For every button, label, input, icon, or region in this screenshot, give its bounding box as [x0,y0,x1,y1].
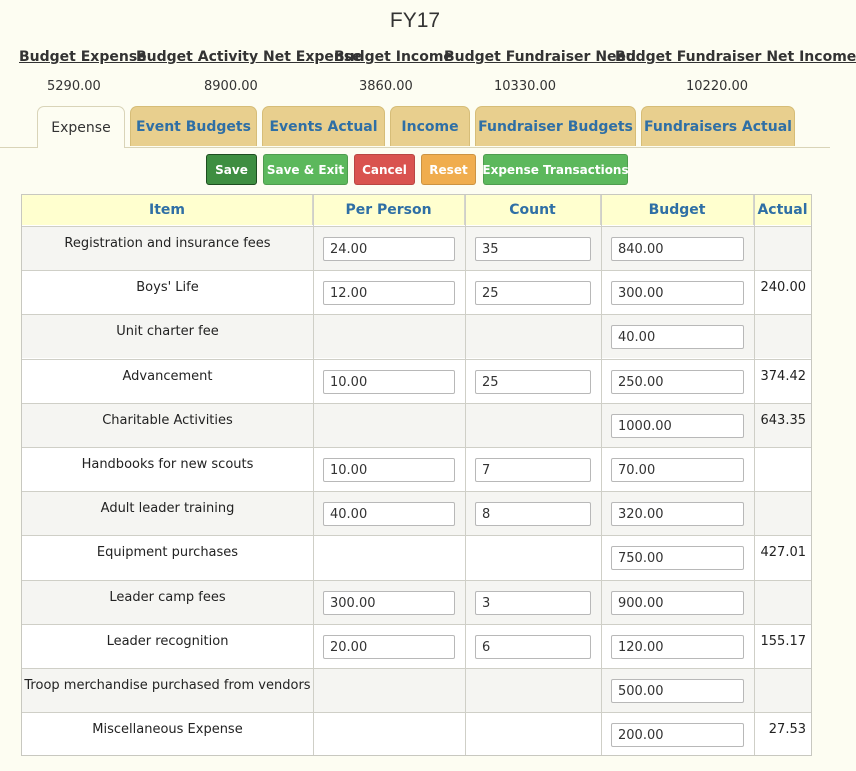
per-person-input[interactable]: 40.00 [323,502,455,526]
summary-value-budget-income: 3860.00 [359,79,413,94]
column-divider [601,195,602,755]
per-person-input[interactable]: 10.00 [323,370,455,394]
tab-fundraiser-budgets[interactable]: Fundraiser Budgets [475,106,636,146]
budget-input[interactable]: 750.00 [611,546,744,570]
budget-input[interactable]: 200.00 [611,723,744,747]
count-input[interactable]: 7 [475,458,591,482]
summary-label-fundraiser-net-income: Budget Fundraiser Net Income [615,49,856,65]
item-name: Registration and insurance fees [64,236,271,251]
column-divider [313,195,314,755]
budget-input[interactable]: 250.00 [611,370,744,394]
item-name: Miscellaneous Expense [92,722,243,737]
summary-value-activity-net-expense: 8900.00 [204,79,258,94]
tab-income[interactable]: Income [390,106,470,146]
budget-input[interactable]: 40.00 [611,325,744,349]
item-name: Unit charter fee [116,324,219,339]
summary-label-budget-income: Budget Income [334,49,453,65]
item-name: Equipment purchases [96,545,239,560]
summary-label-activity-net-expense: Budget Activity Net Expense [136,49,362,65]
budget-input[interactable]: 900.00 [611,591,744,615]
summary-value-fundraiser-net-income: 10220.00 [686,79,749,94]
summary-value-budget-expense: 5290.00 [47,79,101,94]
actual-value: 427.01 [760,545,806,560]
tab-event-budgets[interactable]: Event Budgets [130,106,257,146]
page-title: FY17 [389,9,441,32]
summary-value-fundraiser-need: 10330.00 [494,79,557,94]
count-input[interactable]: 6 [475,635,591,659]
actual-value: 240.00 [760,280,806,295]
reset-button[interactable]: Reset [421,154,476,185]
per-person-input[interactable]: 10.00 [323,458,455,482]
save-exit-button[interactable]: Save & Exit [263,154,348,185]
count-input[interactable]: 8 [475,502,591,526]
per-person-input[interactable]: 20.00 [323,635,455,659]
column-divider [465,195,466,755]
column-header-count[interactable]: Count [465,195,601,225]
budget-input[interactable]: 500.00 [611,679,744,703]
actual-value: 155.17 [760,634,806,649]
item-name: Troop merchandise purchased from vendors [24,678,311,693]
budget-input[interactable]: 840.00 [611,237,744,261]
expense-transactions-button[interactable]: Expense Transactions [483,154,628,185]
tab-events-actual[interactable]: Events Actual [262,106,385,146]
column-header-actual[interactable]: Actual [754,195,811,225]
cancel-button[interactable]: Cancel [354,154,415,185]
budget-input[interactable]: 120.00 [611,635,744,659]
tab-fundraisers-actual[interactable]: Fundraisers Actual [641,106,795,146]
item-name: Boys' Life [136,280,199,295]
save-button[interactable]: Save [206,154,257,185]
summary-label-fundraiser-need: Budget Fundraiser Need [444,49,637,65]
count-input[interactable]: 35 [475,237,591,261]
item-name: Handbooks for new scouts [81,457,254,472]
actual-value: 643.35 [760,413,806,428]
count-input[interactable]: 3 [475,591,591,615]
column-header-item[interactable]: Item [22,195,313,225]
budget-input[interactable]: 300.00 [611,281,744,305]
per-person-input[interactable]: 24.00 [323,237,455,261]
per-person-input[interactable]: 300.00 [323,591,455,615]
item-name: Leader camp fees [109,590,226,605]
summary-label-budget-expense: Budget Expense [19,49,147,65]
count-input[interactable]: 25 [475,370,591,394]
column-header-budget[interactable]: Budget [601,195,754,225]
column-divider [754,195,755,755]
budget-input[interactable]: 320.00 [611,502,744,526]
item-name: Leader recognition [106,634,229,649]
tab-expense[interactable]: Expense [37,106,125,148]
item-name: Adult leader training [100,501,235,516]
column-header-per-person[interactable]: Per Person [313,195,465,225]
budget-input[interactable]: 1000.00 [611,414,744,438]
count-input[interactable]: 25 [475,281,591,305]
item-name: Advancement [122,369,213,384]
per-person-input[interactable]: 12.00 [323,281,455,305]
actual-value: 27.53 [768,722,806,737]
item-name: Charitable Activities [102,413,233,428]
actual-value: 374.42 [760,369,806,384]
budget-input[interactable]: 70.00 [611,458,744,482]
